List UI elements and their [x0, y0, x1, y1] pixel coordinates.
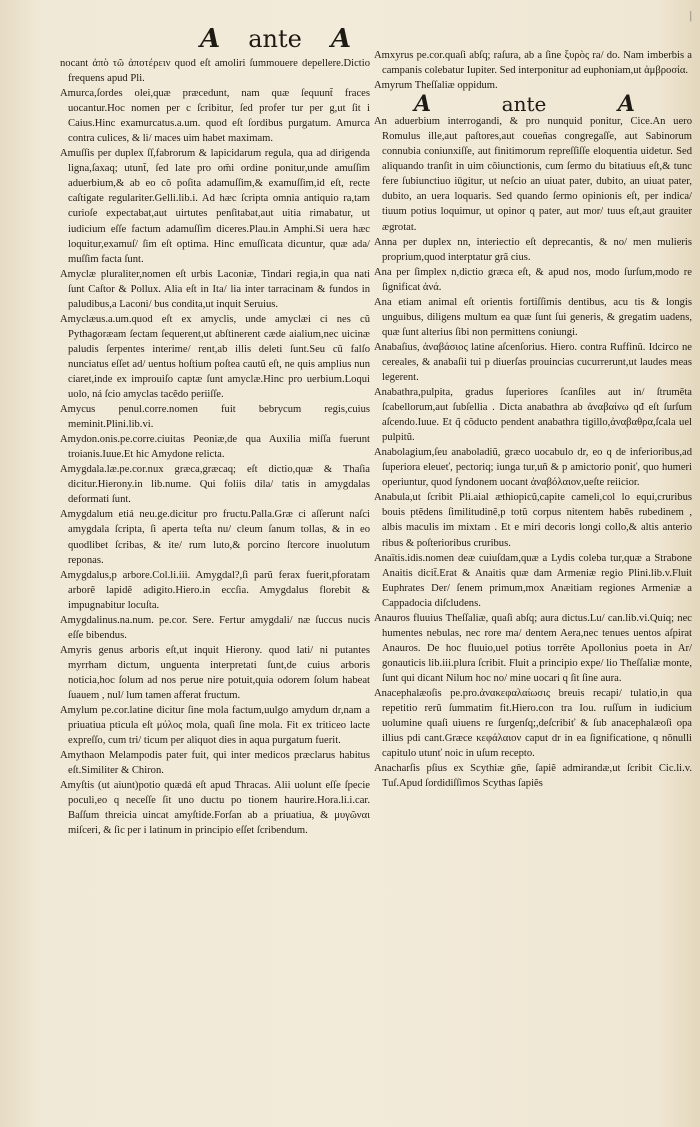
dictionary-entry: Anabula,ut ſcribit Pli.aial æthiopicũ,capite cameli,col lo equi,cruribus bouis ptẽdens ſimilitudinẽ,p totũ corpus nitentem habẽs rubedinem , albis maculis im mixtam . Et e miri decoris longi collo,& altis anterio ribus & poſterioribus cruribus.	[374, 492, 692, 549]
running-head-initial: A	[200, 24, 220, 54]
dictionary-entry: Amyris genus arboris eſt,ut inquit Hierony. quod lati/ ni putantes myrrham dictum, unguenta interpretati ſunt,de cuius arboris noticia,hoc ſolum ad nos perue nire potuit,quia odorem ſolum habeat ſuauem , nul/ lum tamen afferat fructum.	[60, 644, 370, 701]
dictionary-entry: Amydon.onis.pe.corre.ciuitas Peoniæ,de qua Auxilia miſſa fuerunt troianis.Iuue.Et hic Amydone relicta.	[60, 434, 370, 461]
dictionary-entry: Anabathra,pulpita, gradus ſuperiores ſcanſiles aut in/ ſtrumẽta ſcabellorum,aut ſubſellia . Dicta anabathra ab ἀναβαίνω qđ eſt ſurſum aſcendo.Iuue. Et q̃ cõducto pendent anabathra tigillo,ἀναβαθρα,ſcala uel pulpitũ.	[374, 387, 692, 444]
running-head-word: ante	[248, 25, 302, 53]
section-head-initial: A	[414, 91, 431, 118]
dictionary-entry: Anna per duplex nn, interiectio eſt deprecantis, & no/ men mulieris proprium,quod interptatur grã cius.	[374, 236, 692, 263]
dictionary-entry: Anacephalæoſis pe.pro.ἀνακεφαλαίωσις breuis recapi/ tulatio,in qua repetitio rerũ ſummatim fit.Hiero.con tra Iou. ruſſum in iudicium uolumine quaſi uiuens re ſurgenſq;,deſcribiť & ſub anacephalæoſi opa illius pdi cant.Græce κεφάλαιον caput dr in ea ſignificatione, q nõnulli capitulo utunť noic in uſum recepto.	[374, 687, 692, 760]
dictionary-entry: Anauros fluuius Theſſaliæ, quaſi abſq; aura dictus.Lu/ can.lib.vi.Quiq; nec humentes nebulas, nec rore ma/ dentem Aera,nec tenues uentos aſpirat Anauros. De hoc fluuio,uel potius torrẽte Apollonius poeta in Ar/ gonauticis lib.iii.plura ſcribit. Fluit a principio expe/ lio Theſſaliæ monte, ſunt qui dicant Nilum hoc no/ mine uocari q ſit ſine aura.	[374, 612, 692, 684]
dictionary-entry: Amylum pe.cor.latine dicitur ſine mola factum,uulgo amydum dr,nam a priuatiua pticula eſt μύλος mola, quaſi ſine mola. Fit ex triticeo lacte expreſſo, cum tri/ ticum per aliquot dies in aqua purgatum fuerit.	[60, 705, 370, 747]
dictionary-entry: Amygdala.læ.pe.cor.nux græca,græcaq; eſt dictio,quæ & Thaſia dicitur.Hierony.in lib.nume. Qui foliis dila/ tatis in amygdalas deformati ſunt.	[60, 464, 370, 506]
dictionary-entry: Amyclæ pluraliter,nomen eſt urbis Laconiæ, Tindari regia,in qua nati ſunt Caſtor & Pollux. Alia eſt in Ita/ lia inter tarracinam & fundos in paludibus,a Laconi/ bus condita,ut inquit Seruius.	[60, 268, 370, 310]
section-head-end-letter: A	[617, 91, 634, 118]
dictionary-entry: Amygdalinus.na.num. pe.cor. Sere. Fertur amygdali/ næ ſuccus nucis eſſe bibendus.	[60, 614, 370, 641]
dictionary-entry: Amygdalum etiá neu.ge.dicitur pro fructu.Palla.Græ ci aſſerunt naſci amygdala ſcripta, ſi aperta teſta nu/ cleum ſanum tollas, & in eo quodlibet ſcribas, & ite/ rum luto,& porcino ſtercore inuolutum reponas.	[60, 509, 370, 566]
dictionary-entry: Amurca,ſordes olei,quæ præcedunt, nam quæ ſequunt̃ fraces uocantur.Hoc nomen per c ſcribitur, ſed profer tur per g,ut ſit i Caius.Hinc examurcatus.a.um. quod eſt ſordibus purgatum. Amurca contra culices, & li/ maces uim habet maximam.	[60, 88, 370, 145]
dictionary-entry: Amycus penul.corre.nomen fuit bebrycum regis,cuius meminit.Plini.lib.vi.	[60, 404, 370, 431]
section-head-word: ante	[501, 92, 547, 117]
dictionary-entry: Ana etiam animal eſt orientis fortiſſimis dentibus, acu tis & longis unguibus, diligens multum ea quæ ſunt ſui generis, & gregatim uadens, quæ ſunt alterius ſibi non permittens coniungi.	[374, 296, 692, 338]
running-head	[200, 24, 350, 54]
dictionary-entry: Anacharſis pſius ex Scythiæ gñe, ſapiẽ admirandæ,ut ſcribit Cic.li.v. Tuſ.Apud ſordidiſſimos Scythas ſapiẽs	[374, 763, 692, 790]
left-column	[60, 56, 370, 838]
section-head	[414, 91, 634, 118]
running-head-end-letter: A	[330, 24, 350, 54]
dictionary-entry: Amygdalus,p arbore.Col.li.iii. Amygdal?,ſi parũ ferax fuerit,pforatam arborẽ lapidẽ adigito.Hiero.in eccſia. Amygdalus florebit & impugnabitur locuſta.	[60, 569, 370, 611]
dictionary-entry: Amyclæus.a.um.quod eſt ex amyclis, unde amyclæi ci nes cũ Pythagoræam ſectam ſequerent,ut abſtinerent cæde aialium,nec uicinæ paludis ſerpentes interime/ rent,ab illis deleti ſunt.Seu cũ falſo nunciatus eſſet ad/ uentus hoſtium poſtea cautũ eſt, ne quis amplius nun ciaret,inde ex improuiſo captæ ſunt amyclæ.Hinc pro uerbium.Loqui uolo, ná ſcio amyclas tacẽdo periiſſe.	[60, 313, 370, 401]
right-column	[374, 48, 692, 791]
dictionary-entry: Anabolagium,ſeu anaboladiũ, græco uocabulo dr, eo q de inferioribus,ad ſuperiora eleueť, pectoriq; iunga tur,uñ & p amictorio poniť, quo humeri operiuntur, quod ſyndonem uocant ἀναβόλαιον,ueſte reiicior.	[374, 447, 692, 489]
dictionary-entry: nocant ἀπὸ τῶ ἀποτέρειν quod eſt amoliri ſummouere depellere.Dictio frequens apud Pli.	[60, 58, 370, 85]
dictionary-entry: Amythaon Melampodis pater fuit, qui inter medicos præclarus habitus eſt.Similiter & Chiron.	[60, 750, 370, 777]
dictionary-entry: Amxyrus pe.cor.quaſi abſq; raſura, ab a ſine ξυρὸς ra/ do. Nam imberbis a campanis colebatur Iupiter. Sed interponitur ad euphoniam,ut ἀμβροσία.	[374, 50, 692, 77]
dictionary-entry: Ana per ſimplex n,dictio græca eſt, & apud nos, modo ſurſum,modo re ſignificat ἀνά.	[374, 266, 692, 293]
dictionary-entry: Amyrum Theſſaliæ oppidum.	[374, 80, 498, 92]
dictionary-entry: Anaïtis.idis.nomen deæ cuiuſdam,quæ a Lydis coleba tur,quæ a Strabone Anaitis dicit̃.Erat & Anaitis quæ dam Armeniæ regio Plini.lib.v.Fluit Euphrates Der/ ſenem primum,mox Anæitiam regiones Armeniæ a Cappadocia diſcludens.	[374, 552, 692, 609]
dictionary-entry: Amuſſis per duplex ſſ,fabrorum & lapicidarum regula, qua ad dirigenda ligna,ſaxaq; utunt̃, ſed late pro om̃i ordine ponitur,unde amuſſim aduerbium,& ab eo cõ poſita adamuſſim,& examuſſim,id eſt, recte caſtigate regulariter.Gelli.lib.i. Ad hæc ſcripta omnia antiquio ra,tam curioſe expectabat,aut uirtutes penſitabat,aut uitia rimabatur, ut iudicium eſſe factum adamuſſim diceres.Plau.in Amphi.Si uera hæc loquitur,examuſ/ ſim eſt optima. Hinc emuſſicata dicuntur, quæ ada/ muſſim facta ſunt.	[60, 148, 370, 265]
page-edge-mark: |	[689, 8, 692, 22]
dictionary-entry: Amyſtis (ut aiunt)potio quædá eſt apud Thracas. Alii uolunt eſſe ſpecie poculi,eo q neceſſe ſit uno ductu po tionem haurire.Hora.li.i.car. Baſſum threicia uincat amyſtide.Forſan ab a priuatiua, & μυγῶναι miſceri, & ſic per i latinum in principio eſſet ſcribendum.	[60, 780, 370, 837]
dictionary-entry: Anabaſius, ἀναβάσιος latine aſcenſorius. Hiero. contra Ruffinũ. Idcirco ne cereales, & anabaſii tui p diuerſas prouincias cucurrerunt,ut laudes meas legerent.	[374, 341, 692, 383]
dictionary-entry: An aduerbium interrogandi, & pro nunquid ponitur, Cice.An uero Romulus ille,aut paſtores,aut coueñas congregaſſe, aut Sabinorum connubia coniunxiſſe, aut finitimorum repreſſiſſe eloquentia uidetur. Sed aliquando tranſit in uim cõiunctionis, cum ſermo du bitatiuus eſt,& tunc fere ſubiunctiuo iūgitur, ut neſcio an uiuat pater, dubito, an uiuat pater, dubito, an uera loquaris. Sed quando ſermo opinionis eſt, per indica/ tiuum potius loquimur, ut opinor q pater, aut mor/ tuus eſt,aut grauiter ægrotat.	[374, 116, 692, 233]
